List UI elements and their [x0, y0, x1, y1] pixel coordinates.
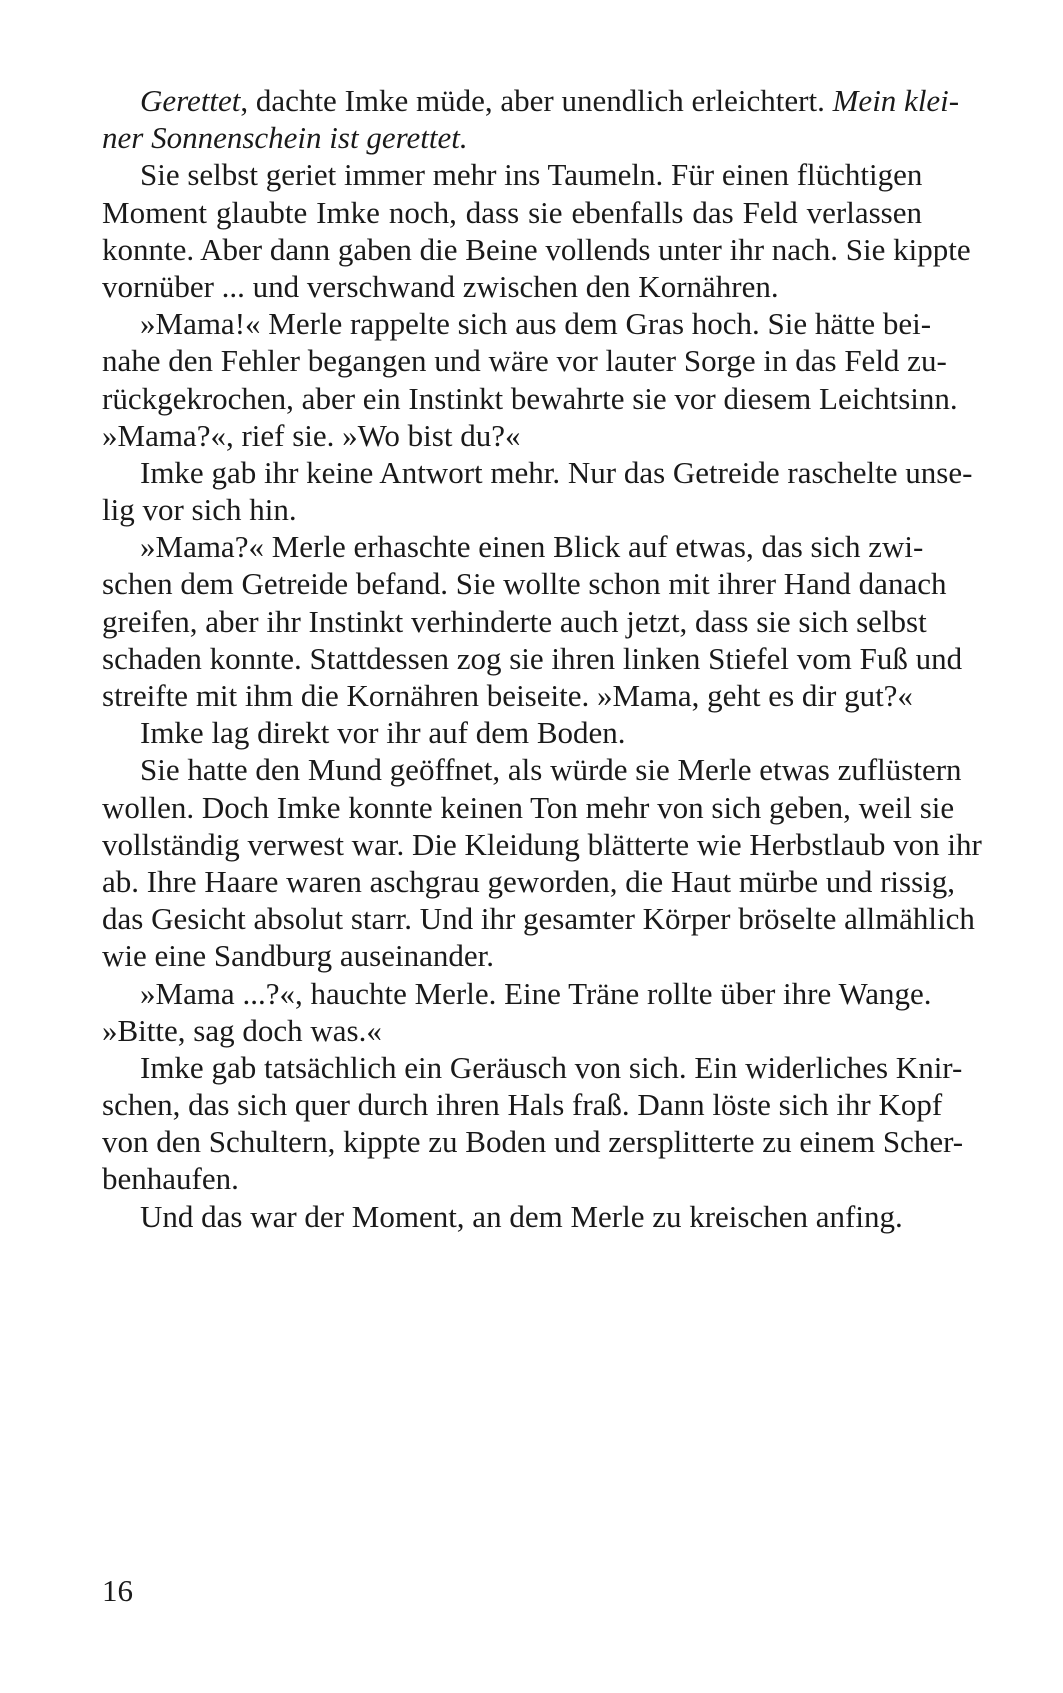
text-run: schen, das sich quer durch ihren Hals fraß. Dann löste sich ihr Kopf: [102, 1087, 943, 1123]
body-text: [102, 82, 982, 1235]
text-line: [102, 82, 960, 119]
text-line: [102, 119, 922, 156]
text-line: [102, 305, 932, 342]
text-run: greifen, aber ihr Instinkt verhinderte auch jetzt, dass sie sich selbst: [102, 603, 927, 639]
text-run: »Bitte, sag doch was.«: [102, 1012, 382, 1048]
text-line: [102, 231, 971, 268]
text-line: [102, 454, 973, 491]
text-run: schen dem Getreide befand. Sie wollte schon mit ihrer Hand danach: [102, 566, 947, 602]
italic-text-run: Gerettet: [140, 83, 241, 118]
text-line: [102, 937, 922, 974]
text-run: von den Schultern, kippte zu Boden und zersplitterte zu einem Scher-: [102, 1124, 964, 1160]
text-run: streifte mit ihm die Kornähren beiseite. »Mama, geht es dir gut?«: [102, 678, 913, 713]
text-run: Moment glaubte Imke noch, dass sie ebenfalls das Feld verlassen: [102, 194, 922, 230]
italic-text-run: ner Sonnenschein ist gerettet.: [102, 120, 468, 156]
text-run: »Mama ...?«, hauchte Merle. Eine Träne rollte über ihre Wange.: [140, 975, 932, 1011]
text-line: [102, 789, 955, 826]
text-run: ab. Ihre Haare waren aschgrau geworden, die Haut mürbe und rissig,: [102, 863, 956, 899]
text-line: [102, 640, 963, 677]
text-line: [102, 751, 962, 788]
text-line: [102, 565, 947, 602]
page-number: 16: [102, 1573, 133, 1608]
text-run: schaden konnte. Stattdessen zog sie ihren linken Stiefel vom Fuß und: [102, 640, 963, 676]
text-run: benhaufen.: [102, 1161, 239, 1197]
text-line: [102, 714, 922, 751]
text-run: konnte. Aber dann gaben die Beine vollends unter ihr nach. Sie kippte: [102, 231, 971, 267]
text-line: [102, 1049, 963, 1086]
text-run: , dachte Imke müde, aber unendlich erleichtert.: [240, 83, 833, 118]
text-run: wollen. Doch Imke konnte keinen Ton mehr von sich geben, weil sie: [102, 789, 955, 825]
text-line: [102, 1086, 943, 1123]
text-line: [102, 342, 947, 379]
text-run: Sie selbst geriet immer mehr ins Taumeln. Für einen flüchtigen: [140, 157, 923, 193]
text-line: [102, 1123, 964, 1160]
text-line: [102, 491, 922, 528]
text-run: Imke gab ihr keine Antwort mehr. Nur das Getreide raschelte unse-: [140, 454, 973, 490]
text-line: [102, 1198, 922, 1235]
italic-text-run: Mein klei-: [832, 83, 960, 118]
text-run: Imke lag direkt vor ihr auf dem Boden.: [140, 715, 626, 751]
text-line: [102, 975, 932, 1012]
text-run: vornüber ... und verschwand zwischen den Kornähren.: [102, 268, 779, 304]
text-line: [102, 194, 922, 231]
text-run: lig vor sich hin.: [102, 492, 297, 528]
text-line: [102, 900, 975, 937]
text-run: das Gesicht absolut starr. Und ihr gesamter Körper bröselte allmählich: [102, 901, 975, 937]
text-run: »Mama?«, rief sie. »Wo bist du?«: [102, 417, 521, 453]
text-run: Sie hatte den Mund geöffnet, als würde sie Merle etwas zuflüstern: [140, 752, 962, 788]
text-line: [102, 528, 922, 565]
text-run: rückgekrochen, aber ein Instinkt bewahrte sie vor diesem Leichtsinn.: [102, 380, 958, 416]
text-line: [102, 380, 958, 417]
text-line: [102, 417, 922, 454]
text-line: [102, 603, 927, 640]
text-run: wie eine Sandburg auseinander.: [102, 938, 494, 974]
text-line: [102, 677, 922, 714]
text-line: [102, 863, 956, 900]
text-run: »Mama?« Merle erhaschte einen Blick auf etwas, das sich zwi-: [140, 529, 924, 565]
text-line: [102, 156, 922, 193]
text-run: vollständig verwest war. Die Kleidung blätterte wie Herbstlaub von ihr: [102, 826, 982, 862]
text-run: Und das war der Moment, an dem Merle zu kreischen anfing.: [140, 1198, 903, 1234]
text-run: Imke gab tatsächlich ein Geräusch von sich. Ein widerliches Knir-: [140, 1049, 963, 1085]
text-line: [102, 826, 982, 863]
text-line: [102, 268, 922, 305]
text-run: nahe den Fehler begangen und wäre vor lauter Sorge in das Feld zu-: [102, 343, 947, 379]
text-run: »Mama!« Merle rappelte sich aus dem Gras hoch. Sie hätte bei-: [140, 306, 932, 342]
text-line: [102, 1160, 922, 1197]
text-line: [102, 1012, 922, 1049]
